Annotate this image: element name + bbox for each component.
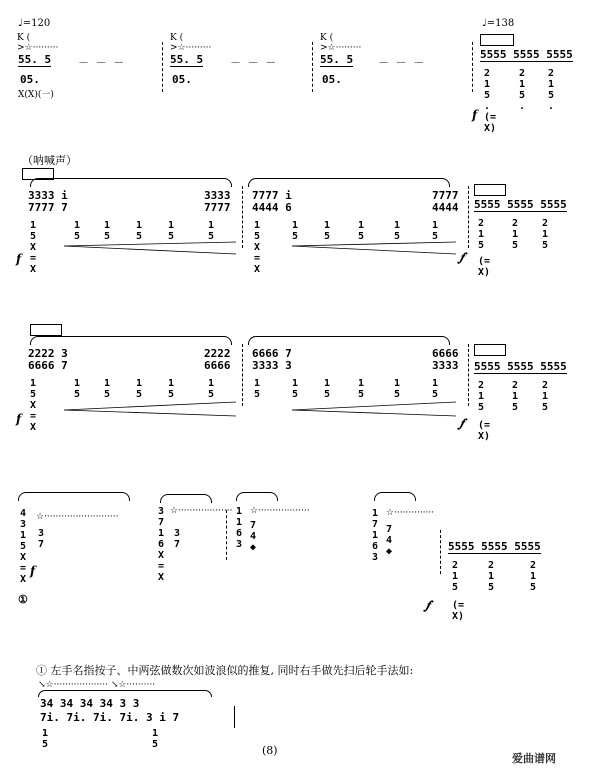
bass-notes: 1 5	[104, 220, 111, 242]
measure3-top-notes: 55. 5	[320, 53, 354, 66]
bass-notes: 1 5	[104, 378, 111, 400]
example-articulation: ↘☆··················· ↘☆··········	[38, 680, 156, 690]
bass-notes: 1 5	[292, 220, 299, 242]
chord-column: 2 1 5	[512, 218, 519, 251]
bass-notes: 1 5	[136, 220, 143, 242]
bass-notes: 1 5	[168, 220, 175, 242]
chord-column: 2 1 5 .	[548, 68, 555, 112]
bass-notes: 1 5 X = X	[30, 378, 37, 433]
articulation-line: ☆··············	[386, 508, 435, 518]
chord-column: (= X)	[478, 420, 491, 442]
bass-notes: 1 5	[394, 220, 401, 242]
bass-notes: 1 5	[324, 220, 331, 242]
chord-stack: 3 7 1 6 X = X	[158, 506, 165, 583]
dynamic-sf: 𝆑	[426, 598, 430, 612]
bass-notes: 1 5	[208, 378, 215, 400]
measure1-top-notes: 55. 5	[18, 53, 52, 66]
rest-dashes-1: － － －	[78, 56, 125, 69]
chord-bottom: 4444	[432, 201, 459, 214]
chord-bottom: 4444 6	[252, 201, 292, 214]
example-mid: 7i. 7i. 7i. 7i. 3 i 7	[40, 711, 180, 724]
chord-stack: 1 7 1 6 3	[372, 508, 379, 563]
bass-notes: 1 5	[324, 378, 331, 400]
chord-stack: 3 7	[174, 528, 181, 550]
rest-dashes-3: － － －	[378, 56, 425, 69]
tempo-mark-120: ♩=120	[18, 18, 51, 29]
sixteenth-group: 5555 5555 5555	[448, 540, 541, 553]
bass-notes: 1 5	[136, 378, 143, 400]
dynamic-f: f	[30, 564, 36, 578]
bass-notes: 1 5	[358, 378, 365, 400]
bass-notes: 1 5	[432, 378, 439, 400]
articulation-line: ☆··················	[250, 506, 310, 516]
sixteenth-group: 5555 5555 5555	[474, 360, 567, 373]
bass-notes: 1 5	[74, 220, 81, 242]
bass-notes: 1 5	[208, 220, 215, 242]
chord-stack: 3 7	[38, 528, 45, 550]
articulation-mark: K ( >☆·········	[320, 33, 362, 53]
chord-stack: 7 4 ◆	[250, 520, 257, 553]
bass-notes: 1 5	[254, 378, 261, 400]
chord-column: 2 1 5	[530, 560, 537, 593]
watermark: 爱曲谱网	[512, 752, 556, 765]
measure2-top-notes: 55. 5	[170, 53, 204, 66]
chord-column: 2 1 5	[488, 560, 495, 593]
chord-top: 3333	[204, 189, 231, 202]
sixteenth-group: 5555 5555 5555	[480, 48, 573, 61]
dynamic-f: f	[472, 108, 478, 122]
measure1-bottom-notes: 05.	[20, 73, 40, 86]
measure2-bottom-notes: 05.	[172, 73, 192, 86]
chord-bottom: 3333	[432, 359, 459, 372]
chord-top: 7777	[432, 189, 459, 202]
bass-notes: 1 5	[394, 378, 401, 400]
articulation-line: ☆···················	[170, 506, 233, 516]
bass-notes: 1 5	[432, 220, 439, 242]
dynamic-sf: 𝆑	[460, 250, 464, 264]
chord-bottom: 6666 7	[28, 359, 68, 372]
footnote-text: ① 左手名指按子、中两弦做数次如波浪似的推复, 同时右手做先扫后轮手法如:	[36, 664, 414, 677]
page-number: (8)	[262, 744, 278, 757]
dynamic-f: f	[16, 252, 22, 266]
articulation-mark: K ( >☆·········	[17, 33, 59, 53]
chord-top: 2222	[204, 347, 231, 360]
chord-column: (= X)	[484, 112, 497, 134]
measure1-extra: X(X)(一)	[18, 90, 54, 100]
bass-notes: 1 5	[358, 220, 365, 242]
chord-column: 2 1 5	[478, 380, 485, 413]
example-bottom: 1 5	[152, 728, 159, 750]
chord-stack: 7 4 ◆	[386, 524, 393, 557]
example-bottom: 1 5	[42, 728, 49, 750]
tempo-mark-138: ♩=138	[482, 18, 515, 29]
chord-top: 7777 i	[252, 189, 292, 202]
articulation-line: ☆··························	[36, 512, 119, 522]
chord-column: (= X)	[478, 256, 491, 278]
chord-top: 3333 i	[28, 189, 68, 202]
chord-bottom: 6666	[204, 359, 231, 372]
dynamic-sf: 𝆑	[460, 416, 464, 430]
sixteenth-group: 5555 5555 5555	[474, 198, 567, 211]
bass-notes: 1 5 X = X	[254, 220, 261, 275]
bass-notes: 1 5 X = X	[30, 220, 37, 275]
chord-column: 2 1 5	[542, 218, 549, 251]
measure3-bottom-notes: 05.	[322, 73, 342, 86]
chord-top: 6666	[432, 347, 459, 360]
chord-bottom: 7777 7	[28, 201, 68, 214]
example-top: 34 34 34 34 3 3	[40, 697, 140, 710]
bass-notes: 1 5	[292, 378, 299, 400]
bass-notes: 1 5	[74, 378, 81, 400]
chord-stack: 4 3 1 5 X = X	[20, 508, 27, 585]
chord-column: 2 1 5 .	[519, 68, 526, 112]
chord-top: 2222 3	[28, 347, 68, 360]
chord-top: 6666 7	[252, 347, 292, 360]
dynamic-f: f	[16, 412, 22, 426]
shout-label: （呐喊声）	[22, 154, 77, 167]
footnote-marker: ①	[18, 593, 28, 606]
articulation-mark: K ( >☆·········	[170, 33, 212, 53]
chord-column: (= X)	[452, 600, 465, 622]
bass-notes: 1 5	[168, 378, 175, 400]
chord-column: 2 1 5	[478, 218, 485, 251]
chord-column: 2 1 5	[542, 380, 549, 413]
chord-column: 2 1 5	[452, 560, 459, 593]
chord-bottom: 7777	[204, 201, 231, 214]
chord-column: 2 1 5 .	[484, 68, 491, 112]
chord-bottom: 3333 3	[252, 359, 292, 372]
rest-dashes-2: － － －	[230, 56, 277, 69]
chord-stack: 1 1 6 3	[236, 506, 243, 550]
chord-column: 2 1 5	[512, 380, 519, 413]
